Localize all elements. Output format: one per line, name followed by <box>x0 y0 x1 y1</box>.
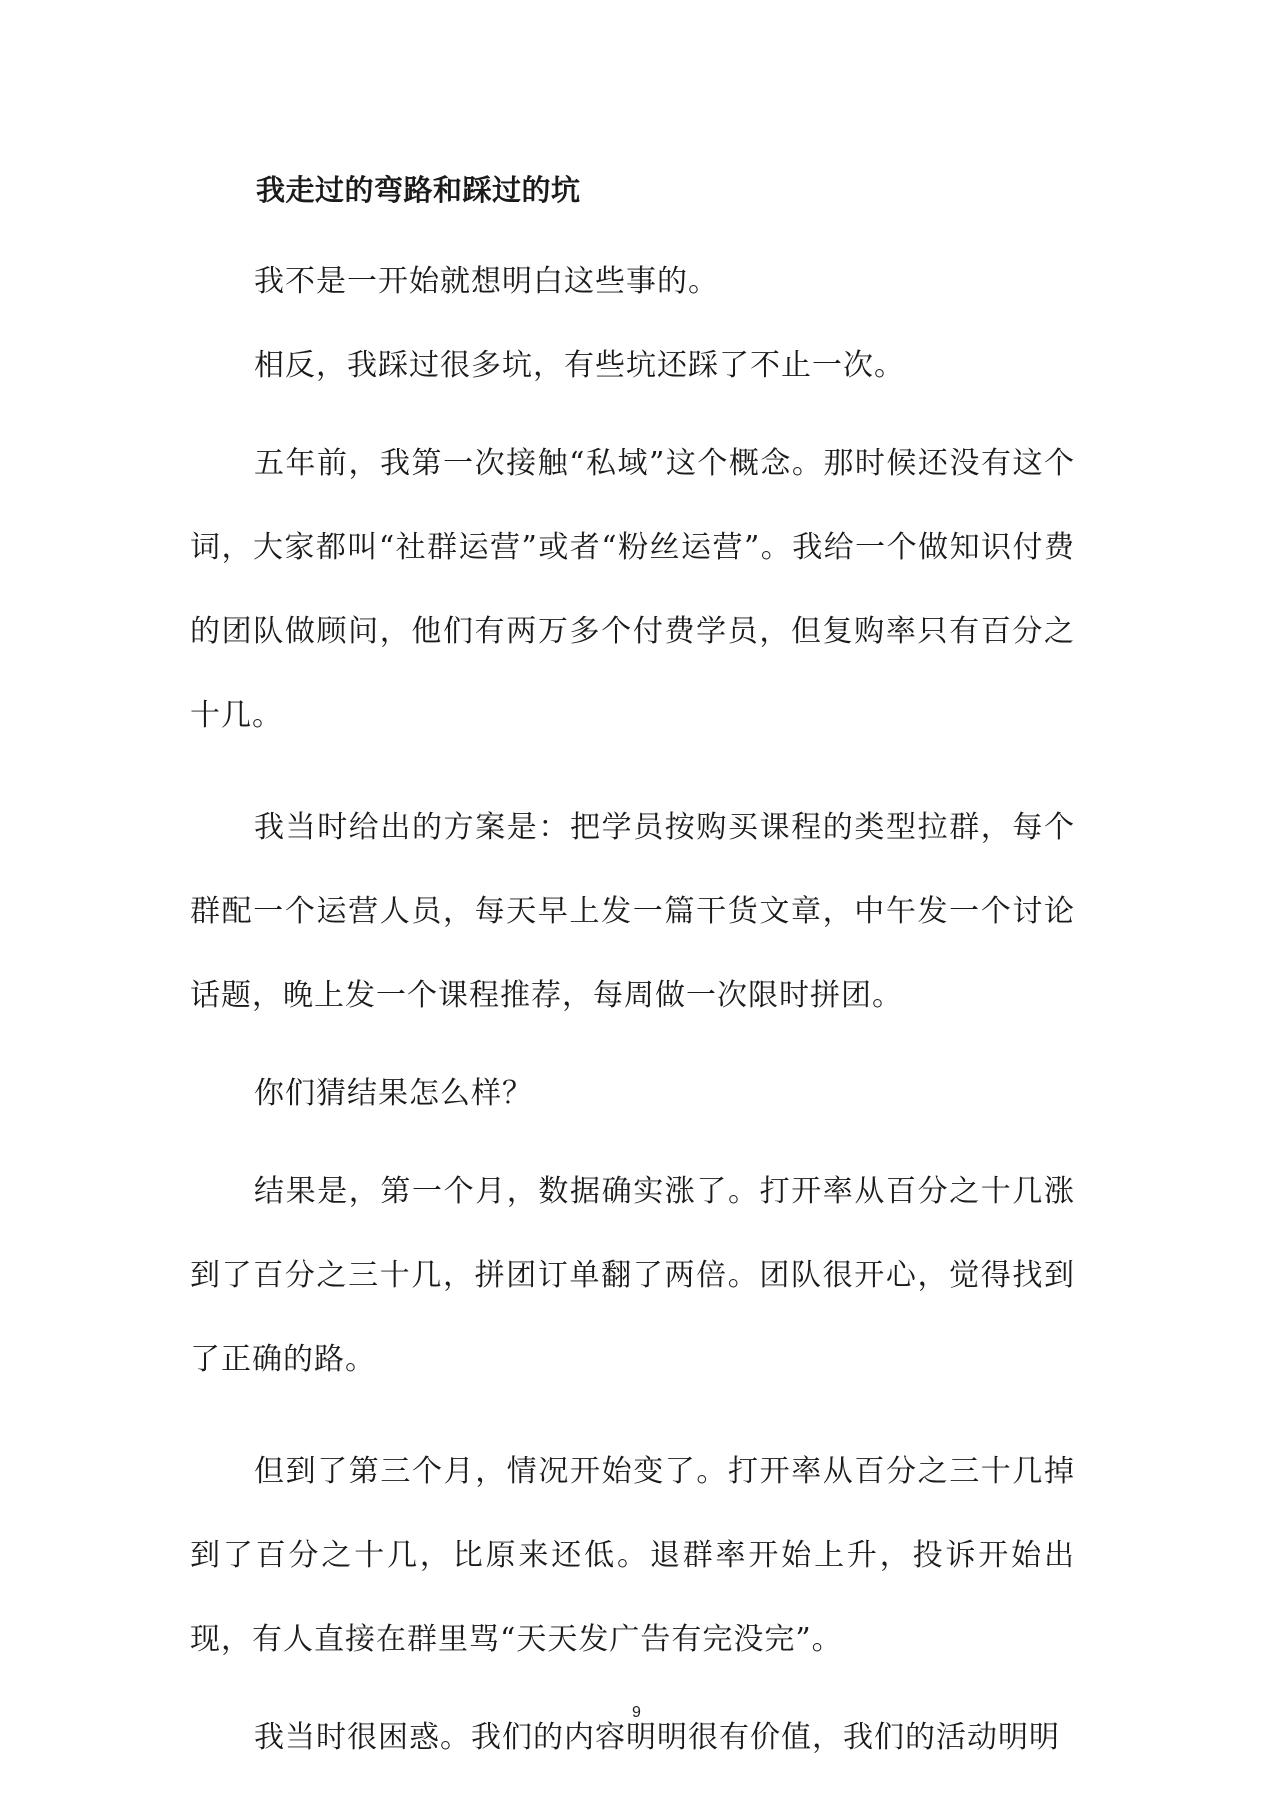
paragraph: 你们猜结果怎么样？ <box>254 1076 533 1111</box>
paragraph: 我当时很困惑。我们的内容明明很有价值，我们的活动明明 <box>254 1720 1060 1755</box>
paragraph: 结果是，第一个月，数据确实涨了。打开率从百分之十几涨到了百分之三十几，拼团订单翻了两倍。团队很开心，觉得找到了正确的路。 <box>190 1174 1075 1377</box>
paragraph: 但到了第三个月，情况开始变了。打开率从百分之三十几掉到了百分之十几，比原来还低。退群率开始上升，投诉开始出现，有人直接在群里骂“天天发广告有完没完”。 <box>190 1454 1075 1657</box>
page-number: 9 <box>632 1704 641 1721</box>
page-content <box>190 170 1075 1794</box>
section-heading: 我走过的弯路和踩过的坑 <box>256 173 581 207</box>
paragraph: 相反，我踩过很多坑，有些坑还踩了不止一次。 <box>254 348 905 383</box>
paragraph: 五年前，我第一次接触“私域”这个概念。那时候还没有这个词，大家都叫“社群运营”或者“粉丝运营”。我给一个做知识付费的团队做顾问，他们有两万多个付费学员，但复购率只有百分之十几。 <box>190 446 1075 733</box>
paragraph: 我不是一开始就想明白这些事的。 <box>254 264 719 299</box>
paragraph: 我当时给出的方案是：把学员按购买课程的类型拉群，每个群配一个运营人员，每天早上发一篇干货文章，中午发一个讨论话题，晚上发一个课程推荐，每周做一次限时拼团。 <box>190 810 1075 1013</box>
